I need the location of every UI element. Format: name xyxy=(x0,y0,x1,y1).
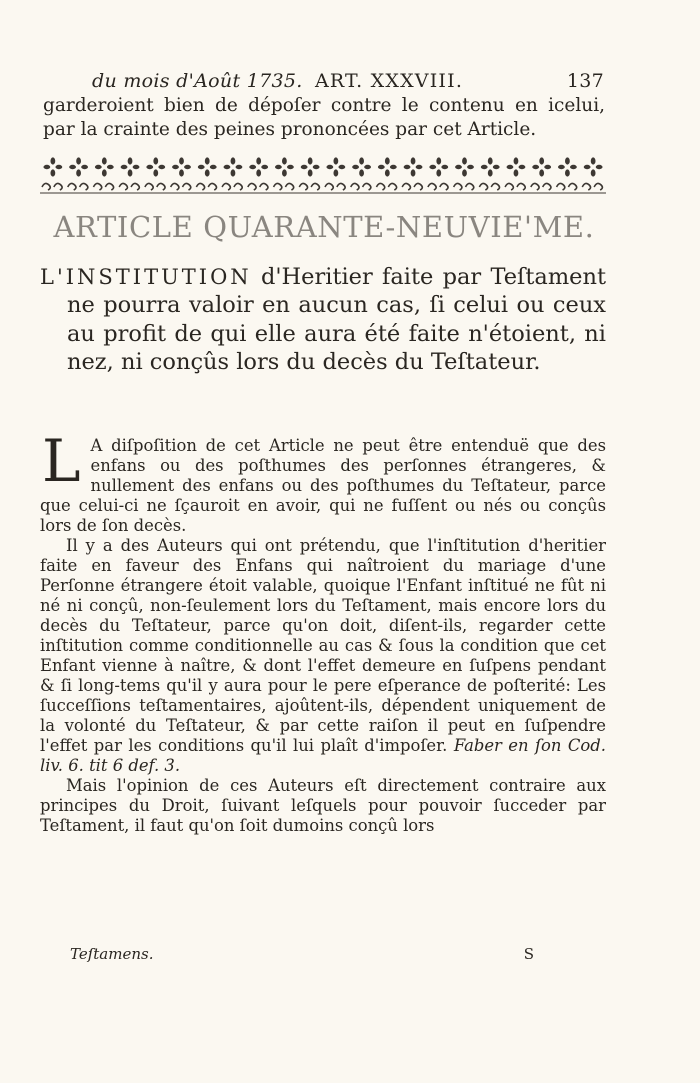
signature-mark: S xyxy=(523,945,534,963)
commentary-paragraph-1 xyxy=(40,427,606,536)
running-head-date: du mois d'Août 1735. xyxy=(92,70,303,92)
commentary-paragraph-2 xyxy=(40,536,606,776)
commentary xyxy=(40,427,606,836)
commentary-paragraph-2-text: Il y a des Auteurs qui ont prétendu, que l'inſtitution d'heritier faite en faveur des Enfans qui naîtroient du mariage d'une Perſonne étrangere étoit valable, quoique l'Enfant inſtitué ne fût ni né ni conçû, non-ſeulement lors du Teſtament, mais encore lors du decès du Teſtateur, parce qu'on doit, diſent-ils, regarder cette inſtitution comme conditionnelle au cas & ſous la condition que cet Enfant vienne à naître, & dont l'effet demeure en ſuſpens pendant & ſi long-tems qu'il y aura pour le pere eſperance de poſterité: Les ſucceſſions teſtamentaires, ajoûtent-ils, dépendent uniquement de la volonté du Teſtateur, & par cette raiſon il peut en ſuſpendre l'effet par les conditions qu'il lui plaît d'impoſer. xyxy=(40,536,606,755)
catchword: Teſtamens. xyxy=(70,945,154,963)
commentary-paragraph-1-text: A diſpoſition de cet Article ne peut être entenduë que des enfans ou des poſthumes des perſonnes étrangeres, & nullement des enfans ou des poſthumes du Teſtateur, parce que celui-ci ne ſçauroit en avoir, qui ne fuſſent ou nés ou conçûs lors de ſon decès. xyxy=(40,436,606,535)
page-footer xyxy=(70,945,534,967)
fleuron-band-icon xyxy=(40,156,606,196)
article-rule-paragraph xyxy=(40,263,606,376)
article-rule-text: d'Heritier faite par Teſtament ne pourra valoir en aucun cas, ſi celui ou ceux au profit de qui elle aura été faite n'étoient, ni nez, ni conçûs lors du decès du Teſtateur. xyxy=(67,264,606,375)
citation: Faber en ſon Cod. liv. 6. tit 6 def. 3. xyxy=(40,736,606,775)
article-heading: ARTICLE QUARANTE-NEUVIE'ME. xyxy=(53,210,595,244)
article-rule xyxy=(40,263,606,376)
article-rule-lead: L'INSTITUTION xyxy=(40,265,252,289)
drop-cap: L xyxy=(42,427,81,495)
carryover-text xyxy=(43,94,605,142)
running-head-article: ART. XXXVIII. xyxy=(314,70,464,92)
carryover-paragraph: garderoient bien de dépoſer contre le contenu en icelui, par la crainte des peines prononcées par cet Article. xyxy=(43,95,605,140)
page-number: 137 xyxy=(566,70,604,92)
commentary-paragraph-3: Mais l'opinion de ces Auteurs eſt directement contraire aux principes du Droit, ſuivant leſquels pour pouvoir ſucceder par Teſtament, il faut qu'on ſoit dumoins conçû lors xyxy=(40,776,606,835)
